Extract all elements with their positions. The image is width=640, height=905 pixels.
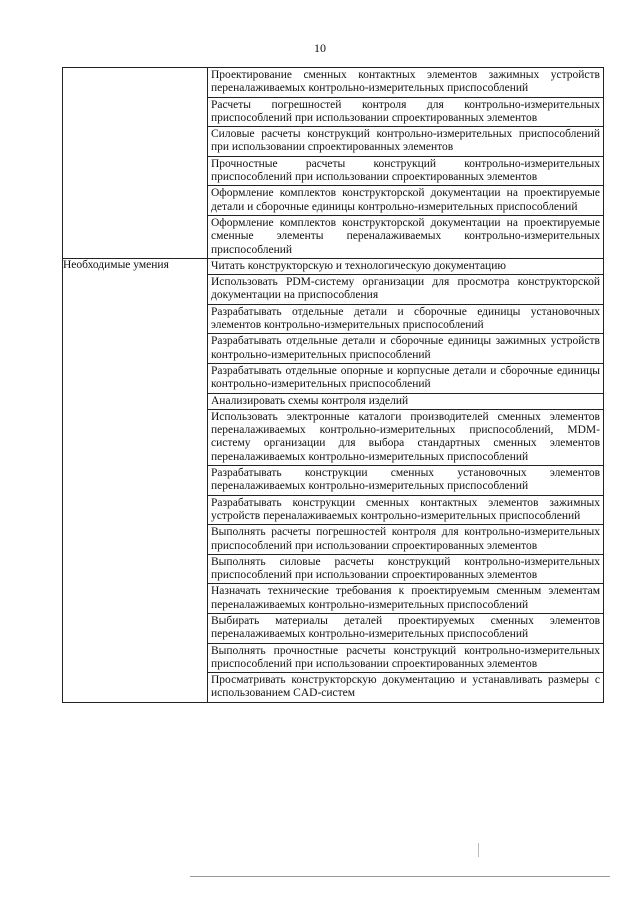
table-row bbox=[63, 258, 604, 702]
list-item: Назначать технические требования к проектируемым сменным элементам переналаживаемых контрольно-измерительных приспособлений bbox=[208, 583, 603, 613]
list-item: Разрабатывать отдельные опорные и корпусные детали и сборочные единицы контрольно-измерительных приспособлений bbox=[208, 363, 603, 393]
list-item: Просматривать конструкторскую документацию и устанавливать размеры с использованием CAD-систем bbox=[208, 672, 603, 702]
list-item: Использовать PDM-систему организации для просмотра конструкторской документации на приспособления bbox=[208, 274, 603, 304]
list-item: Выбирать материалы деталей проектируемых сменных элементов переналаживаемых контрольно-измерительных приспособлений bbox=[208, 613, 603, 643]
list-item: Оформление комплектов конструкторской документации на проектируемые детали и сборочные единицы контрольно-измерительных приспособлений bbox=[208, 185, 603, 215]
list-item: Читать конструкторскую и технологическую документацию bbox=[211, 259, 506, 272]
footer-rule bbox=[190, 876, 610, 877]
list-item: Выполнять прочностные расчеты конструкций контрольно-измерительных приспособлений при использовании спроектированных элементов bbox=[208, 643, 603, 673]
list-item: Выполнять расчеты погрешностей контроля для контрольно-измерительных приспособлений при использовании спроектированных элементов bbox=[208, 524, 603, 554]
table-row bbox=[63, 68, 604, 259]
list-item: Оформление комплектов конструкторской документации на проектируемые сменные элементы переналаживаемых контрольно-измерительных приспособлений bbox=[208, 215, 603, 258]
list-item: Разрабатывать отдельные детали и сборочные единицы зажимных устройств контрольно-измерительных приспособлений bbox=[208, 333, 603, 363]
list-item: Анализировать схемы контроля изделий bbox=[208, 393, 603, 409]
row-label-required-skills: Необходимые умения bbox=[63, 258, 208, 702]
list-item: Выполнять силовые расчеты конструкций контрольно-измерительных приспособлений при использовании спроектированных элементов bbox=[208, 554, 603, 584]
list-item: Проектирование сменных контактных элементов зажимных устройств переналаживаемых контрольно-измерительных приспособлений bbox=[211, 69, 600, 95]
list-item: Использовать электронные каталоги производителей сменных элементов переналаживаемых контрольно-измерительных приспособлений, MDM-систему организации для выбора стандартных сменных элементов переналаживаемых контрольно-измерительных приспособлений bbox=[208, 409, 603, 465]
scan-mark bbox=[478, 843, 479, 857]
list-item: Разрабатывать конструкции сменных контактных элементов зажимных устройств переналаживаемых контрольно-измерительных приспособлений bbox=[208, 495, 603, 525]
items-cell bbox=[208, 258, 604, 702]
list-item: Разрабатывать отдельные детали и сборочные единицы установочных элементов контрольно-измерительных приспособлений bbox=[208, 304, 603, 334]
items-cell bbox=[208, 68, 604, 259]
list-item: Прочностные расчеты конструкций контрольно-измерительных приспособлений при использовании спроектированных элементов bbox=[208, 156, 603, 186]
list-item: Силовые расчеты конструкций контрольно-измерительных приспособлений при использовании спроектированных элементов bbox=[208, 126, 603, 156]
list-item: Расчеты погрешностей контроля для контрольно-измерительных приспособлений при использовании спроектированных элементов bbox=[208, 97, 603, 127]
list-item: Разрабатывать конструкции сменных установочных элементов переналаживаемых контрольно-измерительных приспособлений bbox=[208, 465, 603, 495]
page-number: 10 bbox=[314, 41, 326, 55]
row-label bbox=[63, 68, 208, 259]
specification-table bbox=[62, 67, 604, 703]
